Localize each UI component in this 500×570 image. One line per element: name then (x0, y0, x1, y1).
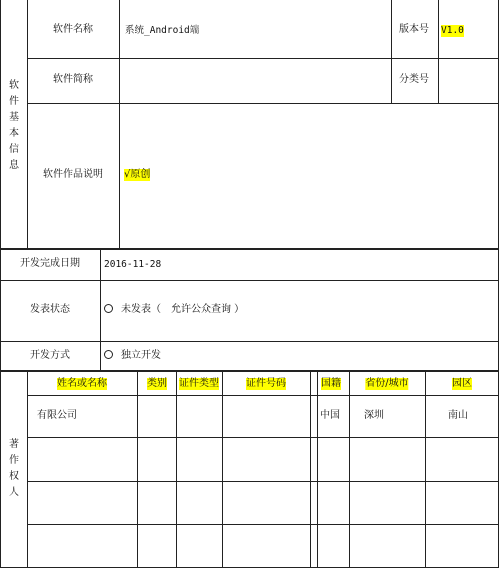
header-name: 姓名或名称 (57, 378, 107, 389)
owner-header-line (27, 395, 499, 396)
header-province-city: 省份/城市 (365, 378, 409, 389)
version-value: V1.0 (441, 25, 464, 36)
owner-row-line-2 (27, 481, 499, 482)
radio-icon (104, 304, 113, 313)
dev-mode-text: 独立开发 (121, 350, 161, 361)
section-title-copyright-owner: 著作权人 (9, 439, 19, 498)
section2-col-divider (100, 248, 101, 370)
row-line-2 (27, 103, 499, 104)
owner-row-1-park: 南山 (448, 410, 468, 421)
owner-col-4 (310, 372, 311, 568)
outer-left-border (0, 0, 1, 248)
short-name-label: 软件简称 (53, 74, 93, 85)
owner-col-7 (425, 372, 426, 568)
publish-status-option (104, 304, 244, 316)
header-id-number: 证件号码 (246, 378, 286, 389)
header-nationality: 国籍 (321, 378, 341, 389)
label-col-divider (119, 0, 120, 248)
outer-right-border (498, 0, 499, 568)
row-line-date (0, 280, 499, 281)
owner-col-3 (222, 372, 223, 568)
owner-col-2 (176, 372, 177, 568)
dev-mode-option (104, 350, 161, 362)
header-park: 园区 (452, 378, 472, 389)
section-label-divider (27, 0, 28, 248)
description-value: √原创 (124, 169, 151, 180)
radio-icon (104, 350, 113, 359)
owner-row-1-city: 深圳 (364, 410, 384, 421)
header-id-type: 证件类型 (179, 378, 219, 389)
version-value-left (438, 0, 439, 103)
version-label: 版本号 (399, 24, 429, 35)
section3-left-border (0, 370, 1, 568)
software-name-label: 软件名称 (53, 24, 93, 35)
header-type: 类别 (147, 378, 167, 389)
owner-col-1 (137, 372, 138, 568)
publish-status-text: 未发表（ 允许公众查询 ） (121, 304, 245, 315)
description-label: 软件作品说明 (43, 169, 103, 180)
owner-row-1-name: 有限公司 (37, 410, 77, 421)
dev-mode-label: 开发方式 (30, 350, 70, 361)
section3-label-divider (27, 370, 28, 568)
owner-row-1-nationality: 中国 (320, 410, 340, 421)
section-title-basic-info: 软件基本信息 (9, 80, 19, 171)
completion-date-value: 2016-11-28 (104, 259, 162, 270)
bottom-border (0, 567, 499, 568)
owner-col-6 (349, 372, 350, 568)
owner-row-line-3 (27, 524, 499, 525)
owner-col-5 (317, 372, 318, 568)
section2-left-border (0, 248, 1, 370)
version-label-left (391, 0, 392, 103)
owner-row-line-1 (27, 437, 499, 438)
category-label: 分类号 (399, 74, 429, 85)
section-line-1 (0, 248, 499, 250)
row-line-status (0, 341, 499, 342)
software-name-value: 系统_Android端 (125, 25, 200, 36)
completion-date-label: 开发完成日期 (20, 258, 80, 269)
row-line-1 (27, 58, 499, 59)
publish-status-label: 发表状态 (30, 304, 70, 315)
